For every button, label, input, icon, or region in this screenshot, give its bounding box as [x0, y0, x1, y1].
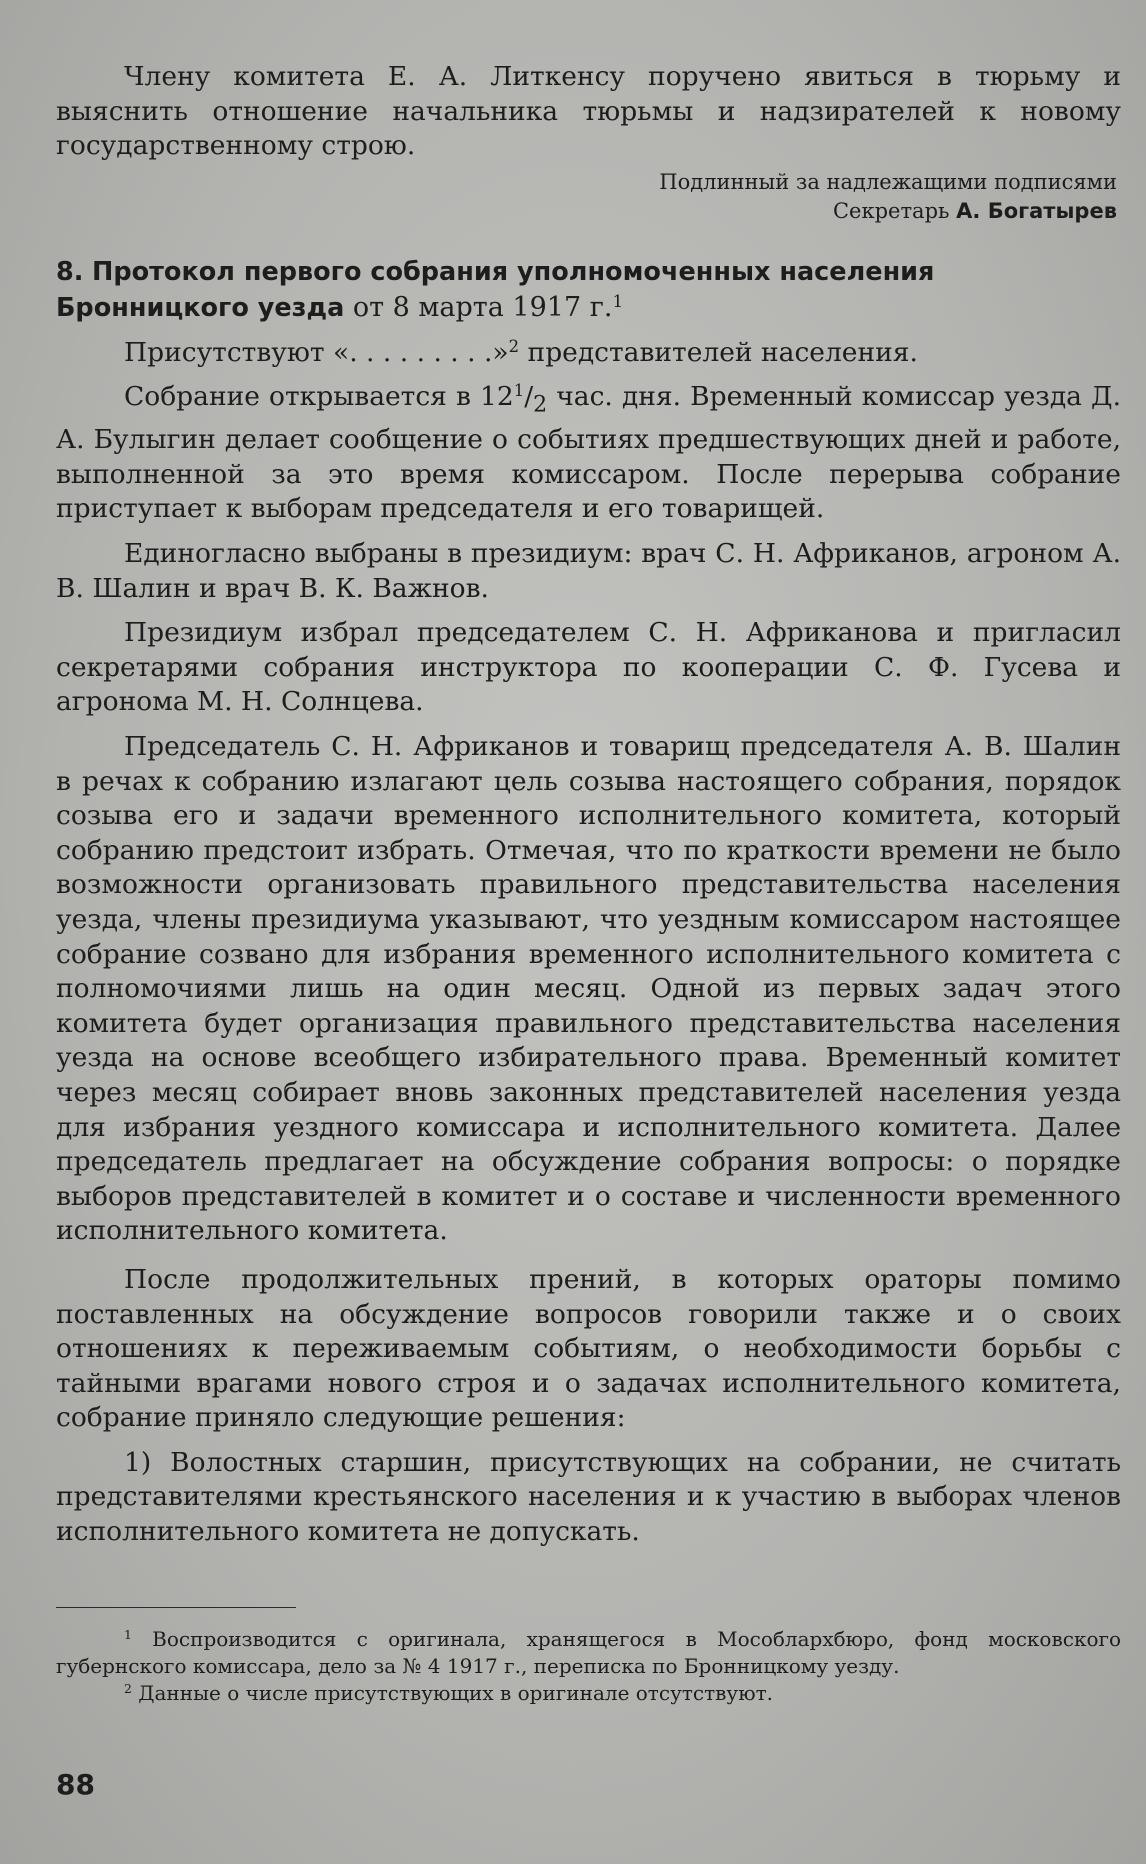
page-number: 88 — [56, 1768, 95, 1801]
paragraph-decision-1: 1) Волостных старшин, присутствующих на собрании, не считать представителями крестьянского населения и к участию в выборах членов исполнительного комитета не допускать. — [56, 1446, 1121, 1548]
footnotes — [56, 1626, 1121, 1707]
fraction-slash: / — [524, 381, 534, 413]
document-number: 8. — [56, 256, 84, 287]
paragraph-opening — [56, 380, 1121, 527]
paragraph-debates: После продолжительных прений, в которых ораторы помимо поставленных на обсуждение вопросов говорили также и о своих отношениях к переживаемым событиям, о необходимости борьбы с тайными врагами нового строя и о задачах исполнительного комитета, собрание приняло следующие решения: — [56, 1263, 1121, 1434]
main-text — [56, 60, 1121, 1550]
present-line — [56, 336, 1121, 371]
signature-role: Секретарь — [832, 198, 950, 223]
opening-text-c: час. дня. Временный комиссар уезда Д. А. Булыгин делает сообщение о событиях предшествующих дней и работе, выполненной за это время комиссаром. После перерыва собрание приступает к выборам председателя и его товарищей. — [56, 381, 1121, 525]
footnote-1 — [56, 1626, 1121, 1680]
document-title-date: от 8 марта 1917 г. — [352, 291, 613, 323]
paragraph-chairman-speech: Председатель С. Н. Африканов и товарищ председателя А. В. Шалин в речах к собранию излагают цель созыва настоящего собрания, порядок созыва его и задачи временного исполнительного комитета, который собранию предстоит избрать. Отмечая, что по краткости времени не было возможности организовать правильного представительства населения уезда, члены президиума указывают, что уездным комиссаром настоящее собрание созвано для избрания временного исполнительного комитета с полномочиями лишь на один месяц. Одной из первых задач этого комитета будет организация правильного представительства населения уезда на основе всеобщего избирательного права. Временный комитет через месяц собирает вновь законных представителей населения уезда для избрания уездного комиссара и исполнительного комитета. Далее председатель предлагает на обсуждение собрания вопросы: о порядке выборов представителей в комитет и о составе и численности временного исполнительного комитета. — [56, 731, 1121, 1247]
paragraph-presidium: Единогласно выбраны в президиум: врач С. Н. Африканов, агроном А. В. Шалин и врач В. К. Важнов. — [56, 538, 1121, 604]
footnote-divider — [56, 1607, 296, 1608]
document-title-bold: Протокол первого собрания уполномоченных населения Бронницкого уезда — [56, 256, 935, 323]
opening-text-a: Собрание открывается в 12 — [124, 381, 514, 413]
footnote-2-mark: 2 — [124, 1681, 132, 1697]
footnote-2-text: Данные о числе присутствующих в оригинале отсутствуют. — [138, 1681, 774, 1705]
footnote-ref-1: 1 — [612, 290, 624, 311]
signature-line-2 — [56, 197, 1117, 226]
document-heading — [56, 254, 1121, 326]
fraction-numerator: 1 — [513, 381, 525, 401]
intro-paragraph: Члену комитета Е. А. Литкенсу поручено явиться в тюрьму и выяснить отношение начальника тюрьмы и надзирателей к новому государственному строю. — [56, 61, 1121, 162]
signature-line-1: Подлинный за надлежащими подписями — [659, 169, 1117, 194]
footnote-ref-2: 2 — [508, 336, 520, 356]
footnote-1-mark: 1 — [124, 1627, 132, 1643]
present-prefix: Присутствуют «. . . . . . . . .» — [124, 336, 509, 368]
signature-block — [56, 168, 1121, 226]
footnote-1-text: Воспроизводится с оригинала, хранящегося в Мособлархбюро, фонд московского губернского комиссара, дело за № 4 1917 г., переписка по Бронницкому уезду. — [56, 1627, 1121, 1678]
paragraph-secretaries: Президиум избрал председателем С. Н. Африканова и пригласил секретарями собрания инструктора по кооперации С. Ф. Гусева и агронома М. Н. Солнцева. — [56, 617, 1121, 718]
signature-name: А. Богатырев — [956, 198, 1117, 223]
fraction-denominator: 2 — [533, 392, 548, 418]
footnote-2 — [56, 1680, 1121, 1707]
present-suffix: представителей населения. — [527, 336, 918, 368]
